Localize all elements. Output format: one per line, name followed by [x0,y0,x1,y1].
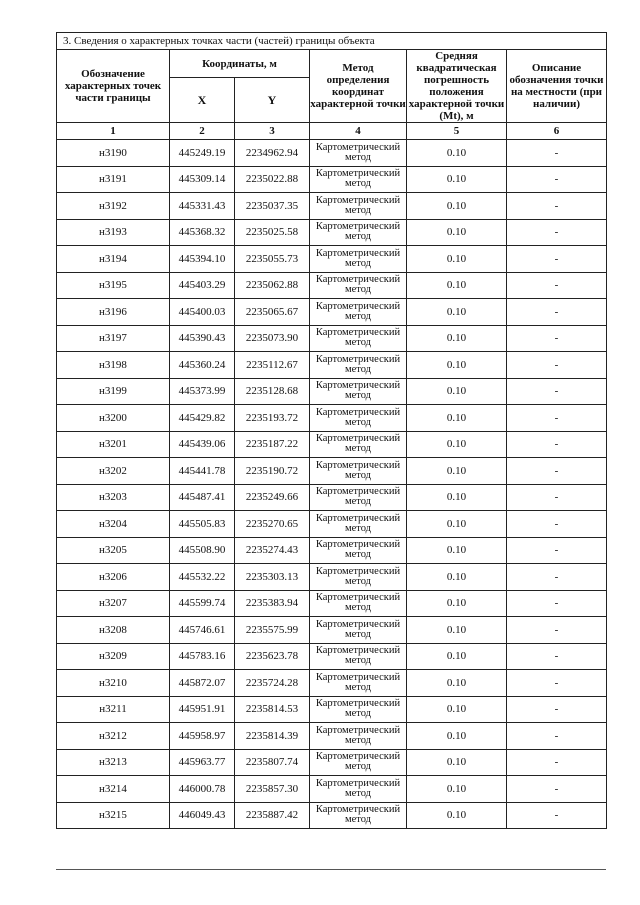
point-description: - [507,776,607,803]
coordinate-x: 445951.91 [170,696,235,723]
method [310,140,407,167]
method-line-1: Картометрический [315,353,401,365]
coordinate-x: 445532.22 [170,564,235,591]
point-description: - [507,723,607,750]
method [310,643,407,670]
point-description: - [507,484,607,511]
point-designation: н3215 [57,802,170,829]
point-description: - [507,299,607,326]
point-designation: н3191 [57,166,170,193]
method-line-2: метод [344,469,372,481]
coordinate-y: 2235249.66 [235,484,310,511]
table-row [57,643,607,670]
point-designation: н3195 [57,272,170,299]
method-line-1: Картометрический [315,406,401,418]
table-row [57,617,607,644]
mean-square-error: 0.10 [407,246,507,273]
point-designation: н3209 [57,643,170,670]
coordinate-x: 446049.43 [170,802,235,829]
coordinate-y: 2235857.30 [235,776,310,803]
method-line-2: метод [344,761,372,773]
point-designation: н3204 [57,511,170,538]
mean-square-error: 0.10 [407,802,507,829]
coordinate-x: 445403.29 [170,272,235,299]
header-designation: Обозначение характерных точек части границы [57,50,170,123]
method [310,723,407,750]
table-row [57,670,607,697]
header-error: Средняя квадратическая погрешность положения характерной точки (Mt), м [407,50,507,123]
point-designation: н3211 [57,696,170,723]
coordinate-y: 2235814.53 [235,696,310,723]
method-line-2: метод [344,231,372,243]
table-row [57,511,607,538]
method [310,378,407,405]
coordinate-y: 2235190.72 [235,458,310,485]
point-designation: н3210 [57,670,170,697]
method-line-1: Картометрический [315,194,401,206]
method-line-2: метод [344,787,372,799]
table-row [57,537,607,564]
method [310,325,407,352]
coordinate-y: 2235022.88 [235,166,310,193]
coordinate-y: 2235055.73 [235,246,310,273]
mean-square-error: 0.10 [407,776,507,803]
method-line-1: Картометрический [315,777,401,789]
method [310,219,407,246]
table-row [57,696,607,723]
point-designation: н3192 [57,193,170,220]
mean-square-error: 0.10 [407,193,507,220]
coordinate-x: 445373.99 [170,378,235,405]
header-coordinates: Координаты, м [170,50,310,78]
point-description: - [507,193,607,220]
point-description: - [507,802,607,829]
footer-divider [56,869,606,870]
method [310,299,407,326]
coordinate-x: 445508.90 [170,537,235,564]
table-row [57,272,607,299]
method-line-2: метод [344,443,372,455]
coordinate-y: 2235887.42 [235,802,310,829]
point-designation: н3197 [57,325,170,352]
point-description: - [507,140,607,167]
coordinate-y: 2235303.13 [235,564,310,591]
coordinate-x: 445505.83 [170,511,235,538]
table-row [57,564,607,591]
coordinate-y: 2235062.88 [235,272,310,299]
column-number: 2 [170,123,235,140]
method-line-1: Картометрический [315,565,401,577]
method-line-2: метод [344,575,372,587]
method-line-2: метод [344,734,372,746]
point-designation: н3202 [57,458,170,485]
table-row [57,802,607,829]
method [310,802,407,829]
method [310,617,407,644]
coordinate-y: 2235274.43 [235,537,310,564]
header-x: X [170,78,235,123]
method-line-2: метод [344,814,372,826]
method-line-2: метод [344,496,372,508]
coordinate-y: 2234962.94 [235,140,310,167]
table-row [57,405,607,432]
point-description: - [507,537,607,564]
method [310,670,407,697]
method-line-1: Картометрический [315,380,401,392]
coordinate-y: 2235112.67 [235,352,310,379]
method-line-2: метод [344,284,372,296]
mean-square-error: 0.10 [407,749,507,776]
mean-square-error: 0.10 [407,484,507,511]
method [310,458,407,485]
header-method: Метод определения координат характерной точки [310,50,407,123]
method-line-1: Картометрический [315,671,401,683]
coordinate-y: 2235065.67 [235,299,310,326]
table-row [57,749,607,776]
table-caption: 3. Сведения о характерных точках части (частей) границы объекта [57,33,607,50]
method-line-1: Картометрический [315,274,401,286]
coordinate-y: 2235814.39 [235,723,310,750]
mean-square-error: 0.10 [407,564,507,591]
document-page [56,32,606,829]
mean-square-error: 0.10 [407,166,507,193]
point-designation: н3203 [57,484,170,511]
point-designation: н3193 [57,219,170,246]
table-row [57,219,607,246]
method-line-1: Картометрический [315,618,401,630]
point-designation: н3200 [57,405,170,432]
coordinate-x: 445394.10 [170,246,235,273]
table-row [57,325,607,352]
table-row [57,776,607,803]
coordinate-x: 445400.03 [170,299,235,326]
coordinate-x: 445439.06 [170,431,235,458]
coordinate-x: 445487.41 [170,484,235,511]
point-description: - [507,670,607,697]
mean-square-error: 0.10 [407,272,507,299]
boundary-points-table [56,32,607,829]
mean-square-error: 0.10 [407,511,507,538]
method-line-1: Картометрический [315,539,401,551]
coordinate-y: 2235270.65 [235,511,310,538]
method-line-2: метод [344,257,372,269]
method-line-2: метод [344,628,372,640]
mean-square-error: 0.10 [407,617,507,644]
method [310,484,407,511]
mean-square-error: 0.10 [407,378,507,405]
mean-square-error: 0.10 [407,405,507,432]
point-description: - [507,564,607,591]
method-line-1: Картометрический [315,221,401,233]
method-line-1: Картометрический [315,698,401,710]
coordinate-x: 445746.61 [170,617,235,644]
table-row [57,458,607,485]
point-designation: н3208 [57,617,170,644]
method-line-2: метод [344,549,372,561]
method [310,166,407,193]
method [310,696,407,723]
method [310,193,407,220]
point-description: - [507,272,607,299]
method [310,590,407,617]
point-designation: н3194 [57,246,170,273]
point-description: - [507,458,607,485]
point-description: - [507,325,607,352]
coordinate-y: 2235623.78 [235,643,310,670]
method-line-2: метод [344,178,372,190]
point-description: - [507,749,607,776]
point-designation: н3213 [57,749,170,776]
table-row [57,378,607,405]
point-description: - [507,166,607,193]
point-designation: н3206 [57,564,170,591]
method-line-1: Картометрический [315,724,401,736]
mean-square-error: 0.10 [407,696,507,723]
coordinate-x: 445360.24 [170,352,235,379]
method [310,431,407,458]
coordinate-y: 2235724.28 [235,670,310,697]
method-line-2: метод [344,363,372,375]
method [310,352,407,379]
point-designation: н3199 [57,378,170,405]
coordinate-y: 2235807.74 [235,749,310,776]
method-line-2: метод [344,416,372,428]
method [310,749,407,776]
header-description: Описание обозначения точки на местности (при наличии) [507,50,607,123]
method-line-1: Картометрический [315,751,401,763]
table-row [57,166,607,193]
point-designation: н3214 [57,776,170,803]
coordinate-x: 445390.43 [170,325,235,352]
method-line-1: Картометрический [315,433,401,445]
point-designation: н3196 [57,299,170,326]
table-row [57,140,607,167]
table-row [57,352,607,379]
method-line-2: метод [344,522,372,534]
method-line-1: Картометрический [315,804,401,816]
mean-square-error: 0.10 [407,431,507,458]
coordinate-y: 2235383.94 [235,590,310,617]
point-designation: н3190 [57,140,170,167]
coordinate-y: 2235128.68 [235,378,310,405]
mean-square-error: 0.10 [407,537,507,564]
method-line-2: метод [344,337,372,349]
mean-square-error: 0.10 [407,670,507,697]
table-row [57,193,607,220]
table-row [57,299,607,326]
coordinate-x: 445368.32 [170,219,235,246]
coordinate-y: 2235193.72 [235,405,310,432]
method-line-1: Картометрический [315,168,401,180]
mean-square-error: 0.10 [407,643,507,670]
coordinate-y: 2235037.35 [235,193,310,220]
method-line-2: метод [344,681,372,693]
point-designation: н3207 [57,590,170,617]
point-description: - [507,511,607,538]
mean-square-error: 0.10 [407,299,507,326]
method-line-1: Картометрический [315,486,401,498]
method [310,776,407,803]
method [310,537,407,564]
point-designation: н3205 [57,537,170,564]
method-line-2: метод [344,602,372,614]
method [310,272,407,299]
point-description: - [507,696,607,723]
table-row [57,723,607,750]
coordinate-x: 445872.07 [170,670,235,697]
coordinate-x: 445429.82 [170,405,235,432]
point-description: - [507,219,607,246]
column-number: 4 [310,123,407,140]
method-line-1: Картометрический [315,141,401,153]
point-description: - [507,643,607,670]
point-description: - [507,617,607,644]
header-y: Y [235,78,310,123]
table-row [57,590,607,617]
mean-square-error: 0.10 [407,458,507,485]
method-line-1: Картометрический [315,327,401,339]
point-designation: н3201 [57,431,170,458]
coordinate-x: 445309.14 [170,166,235,193]
table-row [57,431,607,458]
coordinate-y: 2235025.58 [235,219,310,246]
coordinate-x: 445331.43 [170,193,235,220]
point-designation: н3198 [57,352,170,379]
method-line-2: метод [344,655,372,667]
mean-square-error: 0.10 [407,590,507,617]
coordinate-x: 445783.16 [170,643,235,670]
column-number: 1 [57,123,170,140]
mean-square-error: 0.10 [407,140,507,167]
column-number: 3 [235,123,310,140]
method-line-1: Картометрический [315,300,401,312]
table-body [57,140,607,829]
method [310,511,407,538]
point-description: - [507,405,607,432]
method-line-2: метод [344,390,372,402]
point-description: - [507,431,607,458]
column-number: 5 [407,123,507,140]
coordinate-x: 445249.19 [170,140,235,167]
coordinate-x: 445958.97 [170,723,235,750]
coordinate-x: 445599.74 [170,590,235,617]
method-line-1: Картометрический [315,247,401,259]
coordinate-x: 445963.77 [170,749,235,776]
mean-square-error: 0.10 [407,352,507,379]
method-line-1: Картометрический [315,512,401,524]
coordinate-x: 446000.78 [170,776,235,803]
method-line-2: метод [344,204,372,216]
point-description: - [507,352,607,379]
coordinate-y: 2235575.99 [235,617,310,644]
method-line-1: Картометрический [315,459,401,471]
method-line-2: метод [344,310,372,322]
point-description: - [507,246,607,273]
table-row [57,484,607,511]
column-number: 6 [507,123,607,140]
method [310,246,407,273]
point-description: - [507,590,607,617]
mean-square-error: 0.10 [407,723,507,750]
point-designation: н3212 [57,723,170,750]
method-line-2: метод [344,708,372,720]
mean-square-error: 0.10 [407,325,507,352]
coordinate-y: 2235187.22 [235,431,310,458]
point-description: - [507,378,607,405]
coordinate-y: 2235073.90 [235,325,310,352]
coordinate-x: 445441.78 [170,458,235,485]
table-row [57,246,607,273]
method-line-2: метод [344,151,372,163]
method-line-1: Картометрический [315,592,401,604]
method [310,405,407,432]
method-line-1: Картометрический [315,645,401,657]
method [310,564,407,591]
mean-square-error: 0.10 [407,219,507,246]
